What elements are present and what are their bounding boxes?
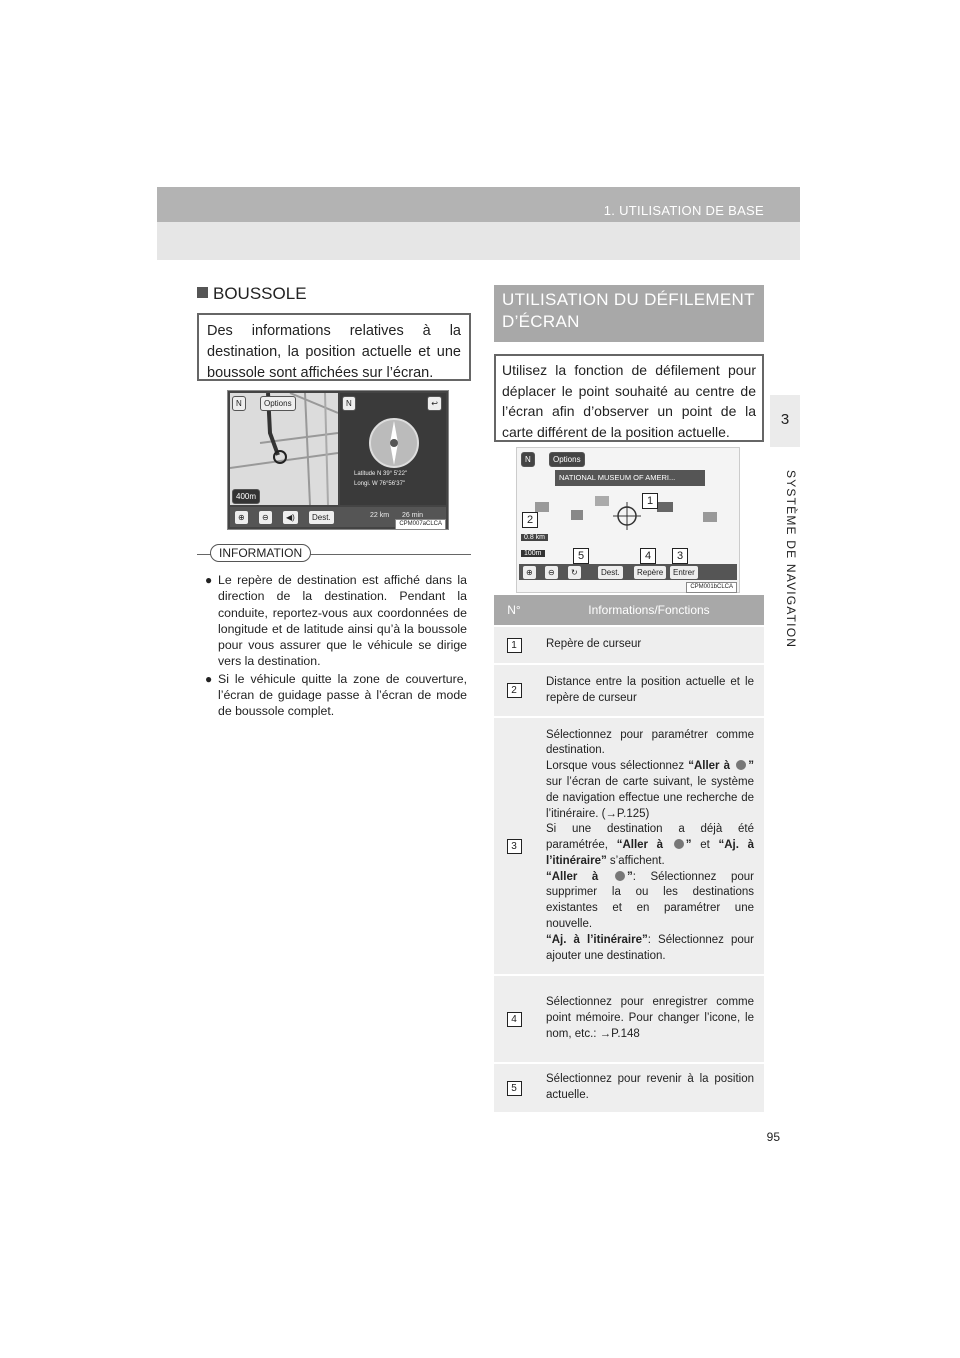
distance-readout: 22 km bbox=[370, 512, 390, 519]
table-row bbox=[494, 625, 764, 663]
bottom-toolbar bbox=[519, 564, 737, 580]
distance-readout: 0.8 km bbox=[521, 534, 548, 541]
dest-button[interactable]: Dest. bbox=[308, 510, 335, 525]
volume-button[interactable]: ◀) bbox=[282, 510, 299, 525]
time-readout: 26 min bbox=[402, 512, 424, 519]
callout-3: 3 bbox=[672, 548, 688, 564]
section-title: UTILISATION DU DÉFILEMENT D’ÉCRAN bbox=[494, 285, 764, 342]
row-number: 3 bbox=[507, 839, 522, 854]
column-header-info: Informations/Fonctions bbox=[588, 603, 710, 617]
page-number: 95 bbox=[766, 1130, 780, 1144]
bullet-icon: ● bbox=[205, 573, 213, 587]
chapter-number: 3 bbox=[780, 411, 790, 428]
options-button[interactable]: Options bbox=[549, 452, 585, 467]
repere-button[interactable]: Repère bbox=[633, 565, 667, 580]
north-button[interactable]: N bbox=[232, 396, 246, 411]
compass-panel bbox=[340, 393, 446, 505]
table-row bbox=[494, 716, 764, 974]
header-title: 1. UTILISATION DE BASE bbox=[603, 203, 764, 218]
compass-icon bbox=[364, 413, 424, 473]
dest-button[interactable]: Dest. bbox=[597, 565, 624, 580]
table-row bbox=[494, 974, 764, 1062]
scale-label: 100m bbox=[521, 550, 545, 557]
current-position-button[interactable]: ↻ bbox=[567, 565, 582, 580]
row-number: 5 bbox=[507, 1081, 522, 1096]
intro-box: Utilisez la fonction de défilement pour déplacer le point souhaité au centre de l’écran afin d’observer un point de la carte différent de la position actuelle. bbox=[494, 354, 764, 442]
header-bar bbox=[157, 187, 800, 222]
row-text: Sélectionnez pour enregistrer comme point mémoire. Pour changer l’icone, le nom, etc.: →P.148 bbox=[546, 996, 754, 1040]
row-number: 4 bbox=[507, 1012, 522, 1027]
square-bullet-icon bbox=[197, 287, 208, 298]
row-text: Distance entre la position actuelle et le repère de curseur bbox=[546, 675, 754, 704]
chapter-tab bbox=[770, 395, 800, 447]
callout-2: 2 bbox=[522, 512, 538, 528]
info-bullets bbox=[207, 572, 467, 721]
row-text: Repère de curseur bbox=[546, 638, 642, 651]
table-header bbox=[494, 595, 764, 625]
zoom-in-button[interactable]: ⊕ bbox=[234, 510, 249, 525]
intro-box: Des informations relatives à la destination, la position actuelle et une boussole sont affichées sur l’écran. bbox=[197, 313, 471, 381]
list-item: ● Si le véhicule quitte la zone de couverture, l’écran de guidage passe à l’écran de mode de boussole complet. bbox=[205, 671, 467, 719]
scale-label: 400m bbox=[232, 489, 260, 504]
column-header-number: N° bbox=[507, 603, 521, 617]
section-heading: BOUSSOLE bbox=[197, 284, 307, 304]
options-button[interactable]: Options bbox=[260, 396, 296, 411]
zoom-out-button[interactable]: ⊖ bbox=[544, 565, 559, 580]
row-text: Sélectionnez pour revenir à la position actuelle. bbox=[546, 1073, 754, 1101]
back-button[interactable]: ↩ bbox=[427, 396, 442, 411]
list-item: ● Le repère de destination est affiché dans la direction de la destination. Pendant la conduite, reportez-vous aux coordonnées de longitude et de latitude ainsi qu’à la boussole pour vous assurer que le véhicule se dirige vers la destination. bbox=[205, 573, 467, 669]
callout-4: 4 bbox=[640, 548, 656, 564]
entrer-button[interactable]: Entrer bbox=[669, 565, 699, 580]
zoom-in-button[interactable]: ⊕ bbox=[522, 565, 537, 580]
location-banner: NATIONAL MUSEUM OF AMERI... bbox=[555, 470, 705, 486]
coordinates: Latitude N 39° 5'22" Longi. W 76°56'37" bbox=[354, 471, 408, 487]
image-code: CPM007aCLCA bbox=[395, 519, 446, 530]
functions-table bbox=[494, 595, 764, 1112]
callout-1: 1 bbox=[642, 493, 658, 509]
table-row bbox=[494, 1062, 764, 1112]
map-landmarks bbox=[517, 488, 739, 558]
destination-icon bbox=[736, 760, 746, 770]
north-button[interactable]: N bbox=[342, 396, 356, 411]
bullet-icon: ● bbox=[205, 671, 213, 686]
row-number: 2 bbox=[507, 683, 522, 698]
row-text: Sélectionnez pour paramétrer comme destination. Lorsque vous sélectionnez “Aller à ” sur l’écran de carte suivant, le système de navigation effectue une recherche de l’itinéraire. (→P.125) Si une destination a déjà été paramétrée, “Aller à ” et “Aj. à l’itinéraire” s’affichent. “Aller à ”: Sélectionnez pour supprimer la ou les destinations existantes et en paramétrer une nouvelle. “Aj. à l’itinéraire”: Sélectionnez pour ajouter une destination. bbox=[546, 728, 754, 962]
info-label: INFORMATION bbox=[210, 544, 311, 562]
callout-5: 5 bbox=[573, 548, 589, 564]
compass-screenshot bbox=[227, 390, 449, 530]
destination-icon bbox=[615, 871, 625, 881]
north-button[interactable]: N bbox=[521, 452, 535, 467]
table-row bbox=[494, 663, 764, 716]
scroll-screenshot bbox=[516, 447, 740, 593]
image-code: CPM001bCLCA bbox=[686, 582, 737, 593]
destination-icon bbox=[674, 839, 684, 849]
chapter-label: SYSTÈME DE NAVIGATION bbox=[784, 470, 798, 649]
zoom-out-button[interactable]: ⊖ bbox=[258, 510, 273, 525]
row-number: 1 bbox=[507, 638, 522, 653]
map-view bbox=[230, 393, 338, 505]
